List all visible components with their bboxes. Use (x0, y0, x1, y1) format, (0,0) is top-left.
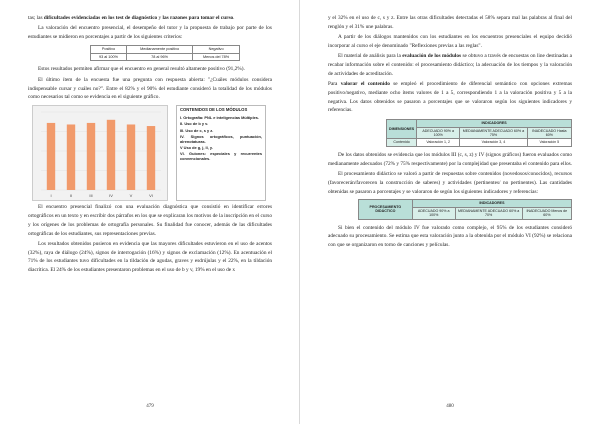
table-cell: Valoración 1, 2 (417, 139, 460, 146)
tick-label: IV (109, 193, 113, 199)
table-header: PROCESAMIENTO DIDÁCTICO (359, 200, 413, 219)
text: El material de análisis para la (338, 53, 403, 60)
table-cell: Contenido (387, 139, 417, 146)
bar-V (127, 125, 135, 191)
table-header: Medianamente positivo (127, 45, 193, 53)
legend-item: VI. Guiones: especiales y recurrentes convencionales. (180, 151, 262, 162)
legend-item: I. Ortografía: PNL e inteligencias Múltiples. (180, 114, 260, 120)
paragraph: y el 32% en el uso de c, s y z. Entre las otras dificultades detectadas el 58% separa mal las palabras al final del renglón y el 31% une palabras. (328, 15, 572, 30)
legend-item: V Uso de g, j, ll, y. (180, 144, 213, 150)
text: . (233, 15, 235, 21)
paragraph: De los datos obtenidos se evidencia que los módulos III (c, s, z) y IV (signos gráficos) fueron evaluados como medianamente adecuados (72% y 75% respectivamente) por la complejidad que presentaba el contenido para ellos. (328, 151, 573, 167)
paragraph: El procesamiento didáctico se valoró a partir de respuestas sobre contenidos (novedosos/conocidos), recursos (favorecerán/favorecen la construcción de saberes) y actividades (pertinentes/ no pertinentes). Las cantidades obtenidas se pasaron a porcentajes y se valoraron de según los siguientes indicadores y referencias: (328, 170, 572, 195)
bar-II (67, 125, 75, 191)
tick-label: VI (149, 193, 153, 199)
paragraph: El encuentro presencial finalizó con una evaluación diagnóstica que consistió en identificar errores ortográficos en un texto y en escribir dos párrafos en los que se explicaran los motivos de la inscripción en el curso y los orígenes de los problemas de ortografía personales. Su finalidad fue conocer, además de las dificultades ortográficas de los estudiantes, sus representaciones previas. (28, 204, 272, 237)
table-cell: Valoración 5 (527, 139, 571, 146)
tick-label: III (89, 193, 93, 199)
paragraph: La valoración del encuentro presencial, el desempeño del tutor y la propuesta de trabajo por parte de los estudiantes se midieron en porcentajes a partir de los siguientes criterios: (28, 25, 272, 41)
paragraph (28, 14, 272, 23)
table-cell: INADECUADO Menos de 60% (522, 207, 571, 219)
paragraph: Si bien el contenido del módulo IV fue valorado como complejo, el 95% de los estudiantes consideró adecuado su procesamiento. Se estima que esta valoración junto a la obtenida por el módulo VI (92%) se relaciona con que se organizaron en torno de canciones y películas. (328, 224, 572, 249)
legend-item: II. Uso de b y v. (180, 121, 209, 127)
bar-VI (147, 126, 155, 190)
bar-chart-svg (33, 106, 167, 200)
tick-label: I (50, 193, 52, 199)
table-cell: MEDIANAMENTE ADECUADO 60% a 70% (455, 207, 522, 219)
table-cell: Menos del 78% (193, 53, 240, 61)
table-header: INDICADORES (412, 200, 571, 207)
indicators-table (386, 119, 572, 147)
table-cell: 78 al 96% (127, 53, 193, 61)
paragraph (328, 80, 572, 115)
bar-IV (107, 120, 115, 190)
text: se empleó el procedimiento de diferencial semántico con opciones extremas positivo/negativo, mediante ocho ítems valores de 1 a 5, correspondiendo 1 a la valoración positiva y 5 a la negativa. Los datos obtenidos se pasaron a porcentajes que se valoraron según los siguientes indicadores y referencias. (328, 81, 573, 114)
table-header: DIMENSIONES (387, 120, 417, 139)
table-header: ADECUADO 90% a 100% (417, 127, 460, 139)
text: y (157, 15, 163, 21)
tick-label: V (129, 193, 133, 199)
bold-text: las razones para tomar el curso (162, 15, 234, 21)
paragraph: El último ítem de la encuesta fue una pregunta con respuesta abierta: "¿Cuáles módulos considera indispensable cursar y cuáles no?". Entre el 82% y el 90% del estudiante consideró la totalidad de los módulos como necesarios tal como se evidencia en el siguiente gráfico. (28, 76, 272, 101)
bar-chart (32, 105, 168, 201)
legend-item: III. Uso de c, s y z. (180, 127, 214, 133)
legend-title: CONTENIDOS DE LOS MÓDULOS (180, 107, 248, 113)
paragraph: A partir de los diálogos mantenidos con los estudiantes en los encuentros presenciales el equipo decidió incorporar al curso el eje denominado "Reflexiones previas a las reglas". (328, 34, 572, 49)
right-page (300, 0, 600, 424)
chart-legend (176, 105, 266, 201)
text: Para (328, 81, 341, 88)
page-number: 480 (446, 404, 454, 409)
table-header: Positivo (91, 45, 127, 53)
text: tas; las (28, 15, 44, 21)
table-header: Negativo (193, 45, 240, 53)
paragraph: Los resultados obtenidos pusieron en evidencia que las mayores dificultades estuvieron en el uso de acentos (32%), raya de diálogo (24%), signos de interrogación (16%) y signos de exclamación (12%). En acentuación el 71% de los estudiantes tuvo dificultades en la tildación de agudas, graves y esdrújulas y el 22%, en la tildación diacrítica. El 24% de los estudiantes presentaron problemas en el uso de b y v, 19% en el uso de x (28, 240, 272, 274)
tick-label: II (69, 193, 73, 199)
processing-table (358, 199, 572, 219)
table-header: INDICADORES (417, 120, 572, 127)
table-cell: Valoración 3, 4 (460, 139, 527, 146)
bar-III (87, 123, 95, 190)
left-column (28, 14, 272, 277)
bold-text: evaluación de los módulos (402, 53, 462, 60)
table-cell: ADECUADO 90% a 100% (412, 207, 455, 219)
chart-figure (32, 105, 272, 199)
text: se obtuvo a través de encuestas on line destinadas a recabar información sobre el contenido: el procesamiento didáctico; la adecuación de los tiempos y la valoración de actividades de acreditación. (328, 53, 572, 77)
table-cell: 93 al 100% (91, 53, 127, 61)
bold-text: dificultades evidenciadas en los test de diagnóstico (43, 15, 158, 21)
paragraph (328, 52, 572, 78)
legend-item: IV. Signos ortográficos, puntuación, alrenotaturas. (180, 133, 262, 144)
table-header: MEDIANAMENTE ADECUADO 60% a 75% (460, 127, 527, 139)
paragraph: Estos resultados permiten afirmar que el encuentro en general resultó altamente positivo (91,2%). (38, 66, 245, 73)
table-header: INADECUADO Hasta 60% (527, 127, 571, 139)
right-column (328, 14, 572, 251)
bar-I (47, 123, 55, 190)
bold-text: valorar el contenido (340, 81, 390, 88)
page-number: 479 (146, 404, 154, 409)
criteria-table (90, 45, 240, 62)
